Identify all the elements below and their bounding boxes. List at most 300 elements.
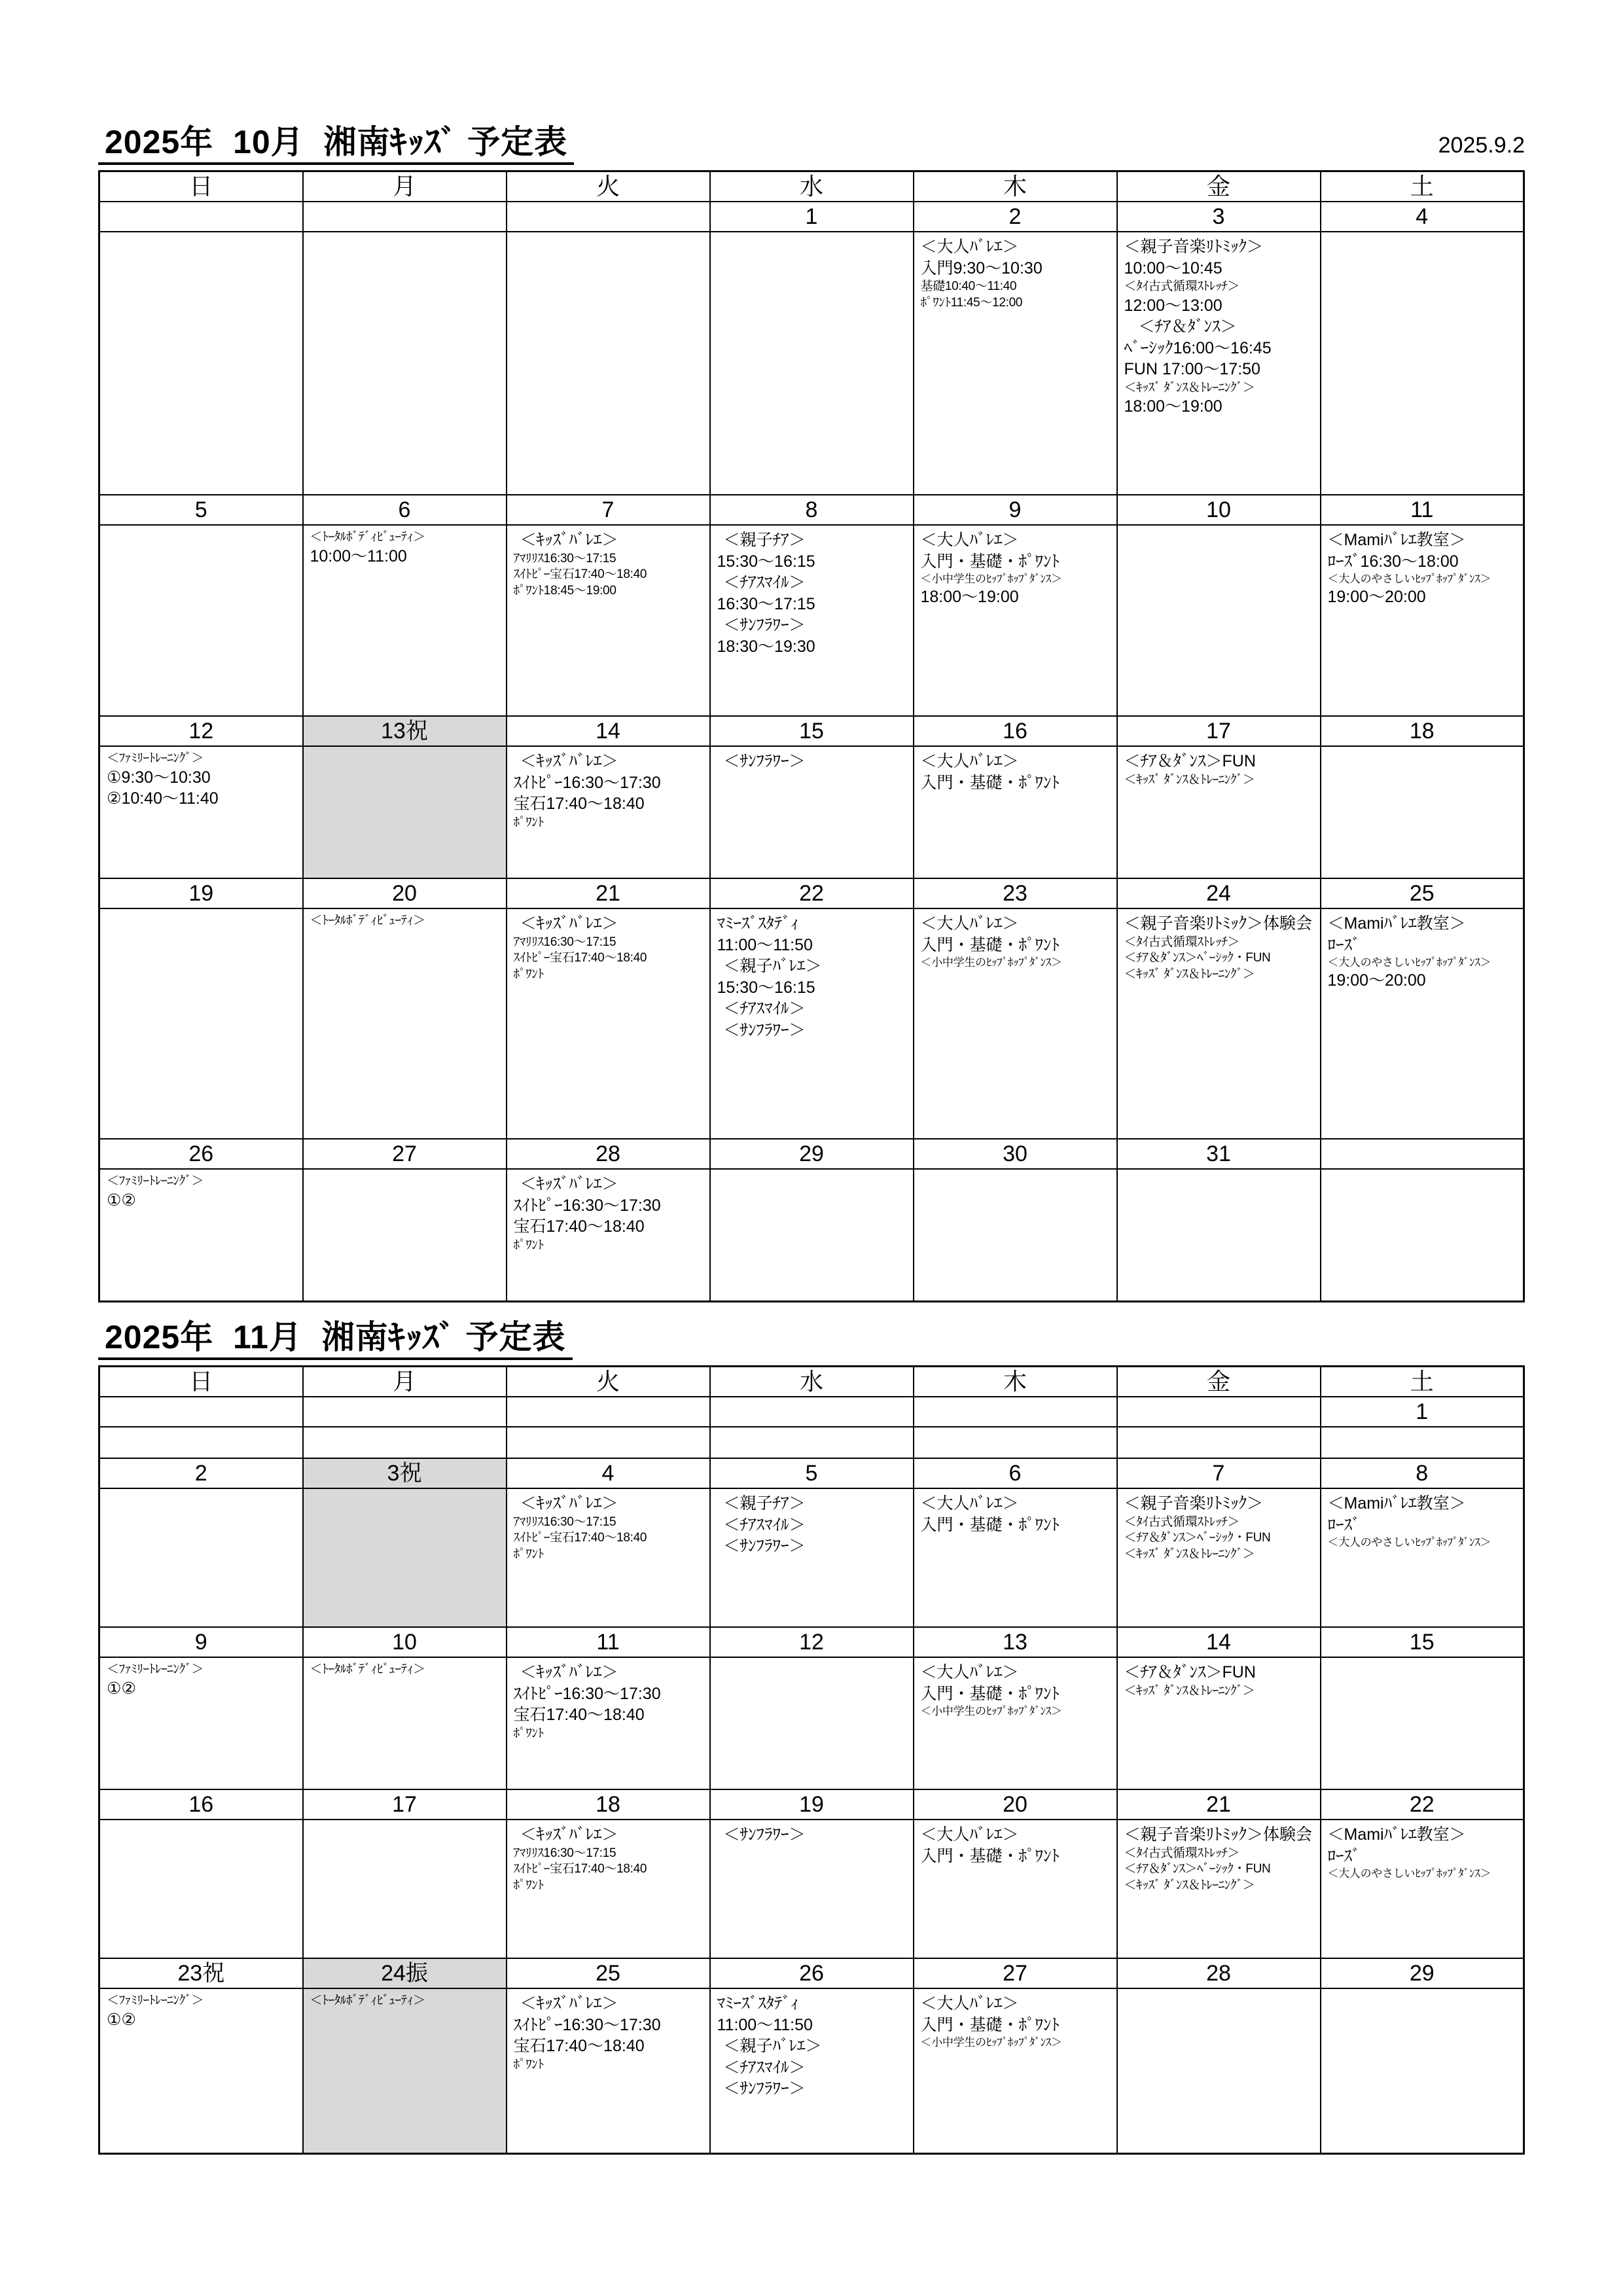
day-events [914,1489,1116,1541]
october-day-cell[interactable] [1321,232,1524,495]
day-events [711,1427,913,1437]
november-day-number: 29 [1321,1958,1524,1988]
event-line: ｽｲﾄﾋﾟｰ宝石17:40～18:40 [513,951,647,965]
day-events [711,1989,913,2105]
event-line: ＜ｷｯｽﾞﾊﾞﾚｴ＞ [520,752,618,770]
event-line: 15:30～16:15 [717,978,815,997]
day-events [1118,526,1320,535]
event-line: 宝石17:40～18:40 [513,2037,645,2055]
event-line: ＜ｻﾝﾌﾗﾜｰ＞ [723,616,806,634]
event-line: ＜Mamiﾊﾞﾚｴ教室＞ [1327,1825,1466,1844]
event-line: ＜大人ﾊﾞﾚｴ＞ [920,1994,1019,2013]
october-day-number: 21 [507,878,710,908]
event-line: ＜ﾁｱ＆ﾀﾞﾝｽ＞FUN [1124,1663,1256,1681]
november-day-cell[interactable] [710,1988,914,2154]
november-day-cell[interactable] [303,1427,507,1458]
october-day-number: 24 [1117,878,1321,908]
day-events [507,1170,709,1259]
november-day-cell[interactable] [303,1657,507,1789]
day-events [304,1820,506,1829]
october-dow-0: 日 [99,171,303,202]
day-events [1321,1427,1524,1437]
event-line: ＜ﾁｱ＆ﾀﾞﾝｽ＞ﾍﾞｰｼｯｸ・FUN [1124,1862,1271,1876]
event-line: 基礎10:40～11:40 [920,279,1017,293]
october-dow-5: 金 [1117,171,1321,202]
october-day-cell[interactable] [914,1169,1117,1302]
october-day-cell[interactable] [303,525,507,716]
october-day-cell[interactable] [507,746,710,878]
event-line: ﾎﾟﾜﾝﾄ18:45～19:00 [513,583,616,598]
event-line: ＜ｷｯｽﾞ ﾀﾞﾝｽ＆ﾄﾚｰﾆﾝｸﾞ＞ [1124,380,1255,395]
event-line: ＜ｷｯｽﾞﾊﾞﾚｴ＞ [520,1994,618,2013]
november-day-number: 8 [1321,1458,1524,1488]
october-day-cell[interactable] [914,908,1117,1139]
november-day-cell[interactable] [1117,1820,1321,1958]
november-day-cell[interactable] [507,1820,710,1958]
november-day-cell[interactable] [99,1820,303,1958]
event-line: ＜親子ﾁｱ＞ [723,531,806,549]
event-line: ｽｲﾄﾋﾟｰ16:30～17:30 [513,1684,661,1703]
event-line: ＜ﾌｧﾐﾘｰﾄﾚｰﾆﾝｸﾞ＞ [107,1662,204,1676]
event-line: ＜親子音楽ﾘﾄﾐｯｸ＞ [1124,238,1264,256]
day-events [711,1658,913,1667]
october-day-number: 17 [1117,716,1321,746]
october-day-number: 27 [303,1139,507,1169]
october-day-number: 20 [303,878,507,908]
event-line: 宝石17:40～18:40 [513,1706,645,1724]
october-day-number: 3 [1117,202,1321,232]
november-day-number: 6 [914,1458,1117,1488]
november-day-number [303,1397,507,1427]
event-line: ＜親子ﾊﾞﾚｴ＞ [723,957,822,975]
november-dow-2: 火 [507,1367,710,1397]
november-day-cell[interactable] [914,1988,1117,2154]
october-day-number: 12 [99,716,303,746]
event-line: ＜ﾀｲ古式循環ｽﾄﾚｯﾁ＞ [1124,1846,1240,1860]
day-events [304,747,506,756]
november-day-number: 10 [303,1627,507,1657]
event-line: ＜ﾌｧﾐﾘｰﾄﾚｰﾆﾝｸﾞ＞ [107,1994,204,2007]
day-events [711,232,913,242]
event-line: ＜Mamiﾊﾞﾚｴ教室＞ [1327,531,1466,549]
october-day-cell[interactable] [507,908,710,1139]
november-day-number: 1 [1321,1397,1524,1427]
november-day-number [1117,1397,1321,1427]
event-line: ＜ﾁｱ＆ﾀﾞﾝｽ＞ [1138,317,1237,336]
event-line: ＜大人のやさしいﾋｯﾌﾟﾎｯﾌﾟﾀﾞﾝｽ＞ [1327,1536,1491,1549]
november-day-cell[interactable] [1321,1427,1524,1458]
november-day-number [914,1397,1117,1427]
day-events [1118,1170,1320,1179]
day-events [1118,747,1320,793]
event-line: 宝石17:40～18:40 [513,795,645,813]
day-events [100,526,302,535]
event-line: ＜ﾀｲ古式循環ｽﾄﾚｯﾁ＞ [1124,1515,1240,1529]
october-day-number: 28 [507,1139,710,1169]
november-day-number: 23祝 [99,1958,303,1988]
day-events [507,526,709,605]
october-day-cell[interactable] [710,525,914,716]
october-day-number: 8 [710,495,914,525]
november-day-number [710,1397,914,1427]
event-line: ﾛｰｽﾞ [1327,1515,1361,1534]
event-line: 11:00～11:50 [717,935,813,954]
november-day-cell[interactable] [507,1657,710,1789]
event-line: ＜ｻﾝﾌﾗﾜｰ＞ [723,752,806,770]
event-line: ＜ﾀｲ古式循環ｽﾄﾚｯﾁ＞ [1124,279,1240,293]
october-day-cell[interactable] [914,746,1117,878]
day-events [100,1989,302,2036]
october-day-cell[interactable] [1321,908,1524,1139]
event-line: ＜ｷｯｽﾞ ﾀﾞﾝｽ＆ﾄﾚｰﾆﾝｸﾞ＞ [1124,772,1255,787]
day-events [914,1170,1116,1179]
day-events [711,747,913,778]
november-day-cell[interactable] [99,1488,303,1627]
event-line: ＜親子音楽ﾘﾄﾐｯｸ＞体験会 [1124,1825,1313,1844]
event-line: ｽｲﾄﾋﾟｰ16:30～17:30 [513,773,661,792]
event-line: ①② [107,1679,136,1698]
event-line: ﾎﾟﾜﾝﾄ [513,815,544,829]
october-day-number [303,202,507,232]
november-day-cell[interactable] [710,1820,914,1958]
november-day-number: 4 [507,1458,710,1488]
october-day-cell[interactable] [710,746,914,878]
november-day-cell[interactable] [914,1488,1117,1627]
november-day-cell[interactable] [303,1488,507,1627]
day-events [1321,909,1524,997]
november-day-cell[interactable] [1117,1488,1321,1627]
event-line: 宝石17:40～18:40 [513,1217,645,1236]
day-events [1321,1989,1524,1998]
event-line: ＜ｷｯｽﾞ ﾀﾞﾝｽ＆ﾄﾚｰﾆﾝｸﾞ＞ [1124,1547,1255,1561]
event-line: ﾎﾟﾜﾝﾄ [513,1547,544,1561]
event-line: ＜小中学生のﾋｯﾌﾟﾎｯﾌﾟﾀﾞﾝｽ＞ [920,573,1062,585]
event-line: ①9:30～10:30 [107,768,211,787]
event-line: ＜ｻﾝﾌﾗﾜｰ＞ [723,1020,806,1039]
october-day-number: 2 [914,202,1117,232]
day-events [1118,1989,1320,1998]
october-day-cell[interactable] [1321,525,1524,716]
november-dow-1: 月 [303,1367,507,1397]
event-line: ＜Mamiﾊﾞﾚｴ教室＞ [1327,914,1466,933]
november-day-cell[interactable] [1117,1657,1321,1789]
november-day-cell[interactable] [1321,1988,1524,2154]
event-line: ＜ﾄｰﾀﾙﾎﾞﾃﾞｨﾋﾞｭｰﾃｨ＞ [310,1662,425,1676]
day-events [100,747,302,815]
november-day-number: 17 [303,1789,507,1820]
event-line: ＜大人ﾊﾞﾚｴ＞ [920,1663,1019,1681]
event-line: ＜ﾀｲ古式循環ｽﾄﾚｯﾁ＞ [1124,935,1240,949]
october-day-cell[interactable] [914,232,1117,495]
event-line: 入門・基礎・ﾎﾟﾜﾝﾄ [920,1846,1060,1865]
event-line: ＜ﾌｧﾐﾘｰﾄﾚｰﾆﾝｸﾞ＞ [107,1174,204,1188]
november-dow-5: 金 [1117,1367,1321,1397]
october-day-cell[interactable] [1117,525,1321,716]
event-line: ＜大人ﾊﾞﾚｴ＞ [920,1825,1019,1844]
november-day-number: 13 [914,1627,1117,1657]
event-line: ＜ｷｯｽﾞ ﾀﾞﾝｽ＆ﾄﾚｰﾆﾝｸﾞ＞ [1124,1683,1255,1698]
october-day-number: 31 [1117,1139,1321,1169]
november-day-cell[interactable] [914,1657,1117,1789]
october-day-cell[interactable] [303,232,507,495]
event-line: ＜ﾁｱｽﾏｲﾙ＞ [723,2058,806,2077]
event-line: FUN 17:00～17:50 [1124,360,1260,379]
november-day-number: 12 [710,1627,914,1657]
day-events [1118,909,1320,988]
november-dow-3: 水 [710,1367,914,1397]
day-events [914,1658,1116,1724]
event-line: 18:30～19:30 [717,637,815,656]
document-date: 2025.9.2 [1438,133,1525,158]
day-events [304,1170,506,1179]
event-line: ＜ﾁｱ＆ﾀﾞﾝｽ＞ﾍﾞｰｼｯｸ・FUN [1124,951,1271,965]
day-events [711,1489,913,1562]
october-day-cell[interactable] [1117,1169,1321,1302]
november-day-cell[interactable] [99,1988,303,2154]
november-day-cell[interactable] [507,1427,710,1458]
november-day-cell[interactable] [303,1820,507,1958]
event-line: ＜ﾄｰﾀﾙﾎﾞﾃﾞｨﾋﾞｭｰﾃｨ＞ [310,1994,425,2007]
day-events [914,1820,1116,1872]
event-line: 入門9:30～10:30 [920,259,1043,278]
day-events [304,526,506,572]
november-day-number: 25 [507,1958,710,1988]
october-day-cell[interactable] [914,525,1117,716]
october-day-cell[interactable] [99,908,303,1139]
november-day-number [507,1397,710,1427]
october-day-number: 22 [710,878,914,908]
event-line: ①② [107,1191,136,1210]
day-events [1118,1489,1320,1568]
event-line: ｱﾏﾘﾘｽ16:30～17:15 [513,935,616,949]
november-day-cell[interactable] [99,1427,303,1458]
november-day-cell[interactable] [1321,1820,1524,1958]
october-day-cell[interactable] [507,525,710,716]
day-events [1321,1170,1524,1179]
event-line: ＜親子ﾊﾞﾚｴ＞ [723,2037,822,2055]
day-events [507,1658,709,1747]
event-line: ＜ﾌｧﾐﾘｰﾄﾚｰﾆﾝｸﾞ＞ [107,751,204,765]
day-events [304,909,506,935]
day-events [507,1427,709,1437]
november-day-number: 9 [99,1627,303,1657]
event-line: ＜大人ﾊﾞﾚｴ＞ [920,752,1019,770]
event-line: ＜小中学生のﾋｯﾌﾟﾎｯﾌﾟﾀﾞﾝｽ＞ [920,956,1062,969]
november-day-cell[interactable] [507,1988,710,2154]
day-events [914,747,1116,798]
october-title-row [98,124,1525,165]
day-events [100,1658,302,1704]
event-line: ｽｲﾄﾋﾟｰ宝石17:40～18:40 [513,1862,647,1876]
october-day-cell[interactable] [303,746,507,878]
event-line: ＜ｻﾝﾌﾗﾜｰ＞ [723,1537,806,1555]
day-events [507,1989,709,2078]
event-line: 12:00～13:00 [1124,296,1222,315]
october-day-number: 4 [1321,202,1524,232]
october-day-number: 15 [710,716,914,746]
day-events [304,1489,506,1498]
november-day-number: 2 [99,1458,303,1488]
october-day-number: 30 [914,1139,1117,1169]
october-day-cell[interactable] [710,232,914,495]
day-events [1321,526,1524,613]
event-line: ｱﾏﾘﾘｽ16:30～17:15 [513,551,616,565]
event-line: 入門・基礎・ﾎﾟﾜﾝﾄ [920,2015,1060,2034]
november-title: 2025年 11月 湘南ｷｯｽﾞ 予定表 [98,1319,573,1360]
october-day-number: 25 [1321,878,1524,908]
event-line: ＜ｷｯｽﾞﾊﾞﾚｴ＞ [520,1494,618,1513]
event-line: ﾎﾟﾜﾝﾄ11:45～12:00 [920,295,1023,310]
october-day-cell[interactable] [303,1169,507,1302]
november-title-row [98,1319,1525,1360]
october-day-cell[interactable] [99,232,303,495]
october-day-cell[interactable] [507,232,710,495]
event-line: ＜ｷｯｽﾞ ﾀﾞﾝｽ＆ﾄﾚｰﾆﾝｸﾞ＞ [1124,967,1255,981]
november-day-number: 15 [1321,1627,1524,1657]
november-day-cell[interactable] [507,1488,710,1627]
day-events [711,526,913,662]
october-day-cell[interactable] [1117,908,1321,1139]
event-line: ＜ﾄｰﾀﾙﾎﾞﾃﾞｨﾋﾞｭｰﾃｨ＞ [310,914,425,927]
day-events [1321,747,1524,756]
october-day-cell[interactable] [99,525,303,716]
november-day-cell[interactable] [710,1488,914,1627]
october-day-number: 6 [303,495,507,525]
day-events [100,909,302,918]
day-events [914,909,1116,975]
october-day-cell[interactable] [1321,746,1524,878]
day-events [1321,232,1524,242]
november-day-number: 22 [1321,1789,1524,1820]
event-line: ﾎﾟﾜﾝﾄ [513,1238,544,1252]
event-line: ＜ｷｯｽﾞﾊﾞﾚｴ＞ [520,914,618,933]
october-day-cell[interactable] [1117,232,1321,495]
day-events [304,232,506,242]
event-line: ＜ｻﾝﾌﾗﾜｰ＞ [723,2079,806,2098]
november-day-number: 5 [710,1458,914,1488]
november-day-cell[interactable] [914,1820,1117,1958]
october-title: 2025年 10月 湘南ｷｯｽﾞ 予定表 [98,124,574,165]
event-line: 19:00～20:00 [1327,588,1426,607]
event-line: ＜大人のやさしいﾋｯﾌﾟﾎｯﾌﾟﾀﾞﾝｽ＞ [1327,573,1491,585]
october-day-number [1321,1139,1524,1169]
november-day-cell[interactable] [710,1427,914,1458]
event-line: 入門・基礎・ﾎﾟﾜﾝﾄ [920,1515,1060,1534]
event-line: ＜親子音楽ﾘﾄﾐｯｸ＞体験会 [1124,914,1313,933]
november-day-cell[interactable] [1321,1657,1524,1789]
november-day-cell[interactable] [1321,1488,1524,1627]
october-day-cell[interactable] [507,1169,710,1302]
day-events [100,232,302,242]
october-dow-4: 木 [914,171,1117,202]
event-line: ﾛｰｽﾞ [1327,935,1361,954]
october-day-number: 7 [507,495,710,525]
november-day-cell[interactable] [1117,1988,1321,2154]
october-day-cell[interactable] [1117,746,1321,878]
event-line: ＜ﾁｱ＆ﾀﾞﾝｽ＞FUN [1124,752,1256,770]
event-line: ①② [107,2010,136,2029]
day-events [304,1427,506,1437]
october-day-number [99,202,303,232]
november-day-number: 7 [1117,1458,1321,1488]
event-line: ｽｲﾄﾋﾟｰ16:30～17:30 [513,1196,661,1215]
event-line: ﾛｰｽﾞ16:30～18:00 [1327,552,1459,571]
event-line: ﾏﾐｰｽﾞｽﾀﾃﾞｨ [717,1994,799,2013]
day-events [507,232,709,242]
october-day-cell[interactable] [303,908,507,1139]
event-line: ｽｲﾄﾋﾟｰ宝石17:40～18:40 [513,567,647,582]
october-day-number: 13祝 [303,716,507,746]
november-day-cell[interactable] [914,1427,1117,1458]
day-events [914,526,1116,613]
october-day-cell[interactable] [1321,1169,1524,1302]
event-line: ＜親子音楽ﾘﾄﾐｯｸ＞ [1124,1494,1264,1513]
day-events [100,1427,302,1437]
event-line: 18:00～19:00 [1124,397,1222,416]
day-events [914,1989,1116,2055]
october-day-number: 9 [914,495,1117,525]
october-dow-6: 土 [1321,171,1524,202]
event-line: 15:30～16:15 [717,552,815,571]
day-events [100,1489,302,1498]
day-events [711,1820,913,1851]
event-line: ｱﾏﾘﾘｽ16:30～17:15 [513,1515,616,1529]
day-events [507,1820,709,1899]
event-line: 19:00～20:00 [1327,971,1426,990]
october-day-number: 11 [1321,495,1524,525]
november-day-number: 24振 [303,1958,507,1988]
october-calendar-table [98,170,1525,1302]
october-day-number: 18 [1321,716,1524,746]
october-day-cell[interactable] [710,1169,914,1302]
day-events [1321,1658,1524,1667]
october-day-number: 14 [507,716,710,746]
october-day-number: 16 [914,716,1117,746]
november-day-cell[interactable] [99,1657,303,1789]
event-line: ＜ｷｯｽﾞﾊﾞﾚｴ＞ [520,1663,618,1681]
october-day-cell[interactable] [710,908,914,1139]
event-line: ＜ﾁｱｽﾏｲﾙ＞ [723,999,806,1018]
event-line: ＜Mamiﾊﾞﾚｴ教室＞ [1327,1494,1466,1513]
day-events [100,1820,302,1829]
event-line: ＜大人ﾊﾞﾚｴ＞ [920,238,1019,256]
event-line: 入門・基礎・ﾎﾟﾜﾝﾄ [920,773,1060,792]
october-day-cell[interactable] [99,1169,303,1302]
october-day-cell[interactable] [99,746,303,878]
november-day-number: 19 [710,1789,914,1820]
event-line: 11:00～11:50 [717,2015,813,2034]
event-line: ｱﾏﾘﾘｽ16:30～17:15 [513,1846,616,1860]
day-events [1118,1820,1320,1899]
november-day-cell[interactable] [303,1988,507,2154]
day-events [711,909,913,1046]
october-day-number: 10 [1117,495,1321,525]
october-day-number: 23 [914,878,1117,908]
event-line: ＜ﾄｰﾀﾙﾎﾞﾃﾞｨﾋﾞｭｰﾃｨ＞ [310,530,425,544]
day-events [304,1658,506,1683]
event-line: ＜ﾁｱｽﾏｲﾙ＞ [723,573,806,592]
event-line: 入門・基礎・ﾎﾟﾜﾝﾄ [920,935,1060,954]
october-dow-1: 月 [303,171,507,202]
november-day-number: 14 [1117,1627,1321,1657]
day-events [304,1989,506,2015]
day-events [100,1170,302,1216]
event-line: ﾛｰｽﾞ [1327,1846,1361,1865]
november-day-cell[interactable] [710,1657,914,1789]
november-day-number: 11 [507,1627,710,1657]
november-day-cell[interactable] [1117,1427,1321,1458]
event-line: 10:00～11:00 [310,547,407,565]
